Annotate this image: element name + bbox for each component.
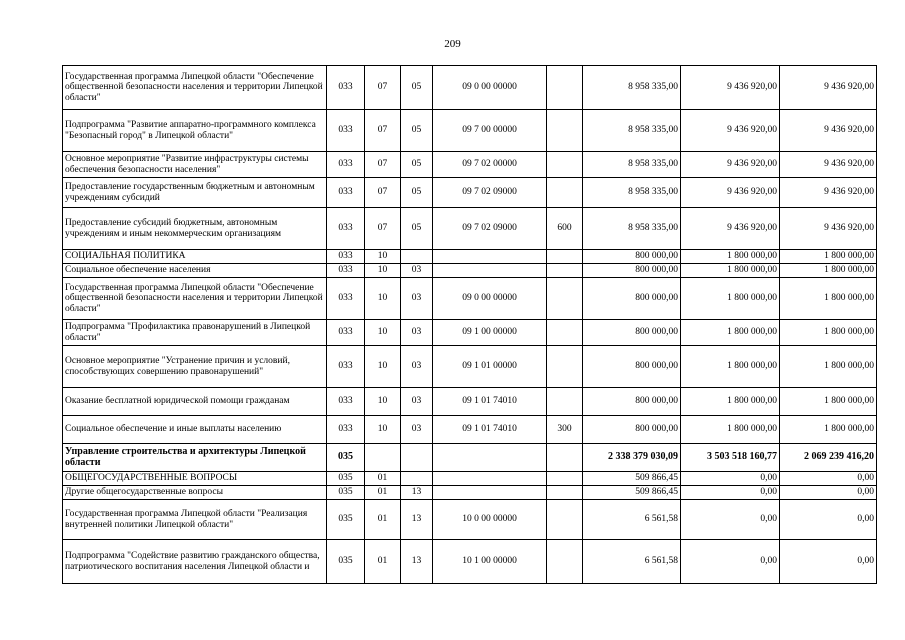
- target-article-code: [433, 250, 547, 264]
- amount-year-1: 2 338 379 030,09: [583, 444, 681, 472]
- amount-year-1: 800 000,00: [583, 416, 681, 444]
- target-article-code: 09 7 02 09000: [433, 208, 547, 250]
- expense-type-code: [547, 346, 583, 388]
- amount-year-1: 800 000,00: [583, 388, 681, 416]
- table-row: [63, 540, 877, 584]
- amount-year-3: 9 436 920,00: [780, 208, 877, 250]
- page-number: 209: [444, 38, 461, 50]
- amount-year-3: 0,00: [780, 540, 877, 584]
- ministry-code: 033: [327, 152, 365, 178]
- expense-type-code: [547, 110, 583, 152]
- target-article-code: 09 7 02 09000: [433, 178, 547, 208]
- amount-year-3: 0,00: [780, 500, 877, 540]
- section-code: 07: [365, 178, 401, 208]
- target-article-code: [433, 472, 547, 486]
- target-article-code: 09 0 00 00000: [433, 66, 547, 110]
- ministry-code: 033: [327, 264, 365, 278]
- section-code: 01: [365, 500, 401, 540]
- ministry-code: 033: [327, 278, 365, 320]
- target-article-code: [433, 444, 547, 472]
- row-name: ОБЩЕГОСУДАРСТВЕННЫЕ ВОПРОСЫ: [63, 472, 327, 486]
- budget-table: [62, 65, 877, 584]
- row-name: Оказание бесплатной юридической помощи гражданам: [63, 388, 327, 416]
- target-article-code: 09 1 00 00000: [433, 320, 547, 346]
- amount-year-3: 9 436 920,00: [780, 152, 877, 178]
- row-name: Основное мероприятие "Устранение причин и условий, способствующих совершению правонарушений": [63, 346, 327, 388]
- section-code: 07: [365, 110, 401, 152]
- subsection-code: [401, 250, 433, 264]
- expense-type-code: [547, 264, 583, 278]
- row-name: Подпрограмма "Профилактика правонарушений в Липецкой области": [63, 320, 327, 346]
- target-article-code: 09 1 01 74010: [433, 388, 547, 416]
- expense-type-code: [547, 500, 583, 540]
- subsection-code: 13: [401, 540, 433, 584]
- table-row: [63, 388, 877, 416]
- subsection-code: [401, 444, 433, 472]
- expense-type-code: [547, 320, 583, 346]
- section-code: 10: [365, 250, 401, 264]
- amount-year-3: 9 436 920,00: [780, 178, 877, 208]
- amount-year-2: 9 436 920,00: [681, 110, 780, 152]
- expense-type-code: [547, 486, 583, 500]
- ministry-code: 035: [327, 472, 365, 486]
- table-row: [63, 500, 877, 540]
- section-code: [365, 444, 401, 472]
- section-code: 07: [365, 208, 401, 250]
- amount-year-3: 0,00: [780, 486, 877, 500]
- row-name: СОЦИАЛЬНАЯ ПОЛИТИКА: [63, 250, 327, 264]
- target-article-code: [433, 486, 547, 500]
- table-row: [63, 444, 877, 472]
- target-article-code: 10 0 00 00000: [433, 500, 547, 540]
- table-row: [63, 346, 877, 388]
- amount-year-1: 8 958 335,00: [583, 152, 681, 178]
- expense-type-code: [547, 388, 583, 416]
- target-article-code: [433, 264, 547, 278]
- row-name: Предоставление государственным бюджетным и автономным учреждениям субсидий: [63, 178, 327, 208]
- amount-year-2: 1 800 000,00: [681, 416, 780, 444]
- amount-year-1: 800 000,00: [583, 346, 681, 388]
- expense-type-code: [547, 540, 583, 584]
- section-code: 07: [365, 152, 401, 178]
- amount-year-1: 800 000,00: [583, 250, 681, 264]
- expense-type-code: 600: [547, 208, 583, 250]
- expense-type-code: [547, 278, 583, 320]
- section-code: 10: [365, 264, 401, 278]
- amount-year-1: 6 561,58: [583, 500, 681, 540]
- amount-year-1: 8 958 335,00: [583, 208, 681, 250]
- ministry-code: 033: [327, 110, 365, 152]
- ministry-code: 033: [327, 66, 365, 110]
- amount-year-1: 800 000,00: [583, 320, 681, 346]
- amount-year-1: 800 000,00: [583, 264, 681, 278]
- ministry-code: 033: [327, 388, 365, 416]
- row-name: Основное мероприятие "Развитие инфраструктуры системы обеспечения безопасности населения": [63, 152, 327, 178]
- amount-year-1: 8 958 335,00: [583, 178, 681, 208]
- amount-year-2: 1 800 000,00: [681, 320, 780, 346]
- subsection-code: 05: [401, 66, 433, 110]
- table-row: [63, 152, 877, 178]
- amount-year-1: 509 866,45: [583, 472, 681, 486]
- amount-year-3: 1 800 000,00: [780, 278, 877, 320]
- amount-year-2: 1 800 000,00: [681, 278, 780, 320]
- ministry-code: 035: [327, 500, 365, 540]
- row-name: Управление строительства и архитектуры Липецкой области: [63, 444, 327, 472]
- expense-type-code: [547, 250, 583, 264]
- row-name: Социальное обеспечение населения: [63, 264, 327, 278]
- ministry-code: 033: [327, 320, 365, 346]
- table-row: [63, 264, 877, 278]
- section-code: 10: [365, 320, 401, 346]
- subsection-code: 05: [401, 208, 433, 250]
- table-row: [63, 66, 877, 110]
- subsection-code: 05: [401, 178, 433, 208]
- amount-year-3: 1 800 000,00: [780, 250, 877, 264]
- table-row: [63, 416, 877, 444]
- amount-year-3: 2 069 239 416,20: [780, 444, 877, 472]
- subsection-code: 05: [401, 152, 433, 178]
- table-row: [63, 486, 877, 500]
- expense-type-code: [547, 178, 583, 208]
- amount-year-2: 0,00: [681, 472, 780, 486]
- amount-year-2: 1 800 000,00: [681, 250, 780, 264]
- amount-year-3: 1 800 000,00: [780, 264, 877, 278]
- target-article-code: 10 1 00 00000: [433, 540, 547, 584]
- ministry-code: 035: [327, 444, 365, 472]
- expense-type-code: [547, 472, 583, 486]
- amount-year-1: 509 866,45: [583, 486, 681, 500]
- table-row: [63, 178, 877, 208]
- section-code: 01: [365, 540, 401, 584]
- table-row: [63, 472, 877, 486]
- subsection-code: 03: [401, 264, 433, 278]
- table-row: [63, 278, 877, 320]
- row-name: Государственная программа Липецкой области "Обеспечение общественной безопасности населения и территории Липецкой области": [63, 66, 327, 110]
- ministry-code: 033: [327, 178, 365, 208]
- section-code: 10: [365, 416, 401, 444]
- amount-year-1: 8 958 335,00: [583, 110, 681, 152]
- ministry-code: 033: [327, 208, 365, 250]
- amount-year-3: 1 800 000,00: [780, 346, 877, 388]
- amount-year-2: 1 800 000,00: [681, 346, 780, 388]
- row-name: Социальное обеспечение и иные выплаты населению: [63, 416, 327, 444]
- amount-year-2: 1 800 000,00: [681, 264, 780, 278]
- section-code: 10: [365, 278, 401, 320]
- subsection-code: 13: [401, 486, 433, 500]
- subsection-code: 03: [401, 388, 433, 416]
- amount-year-2: 0,00: [681, 540, 780, 584]
- ministry-code: 033: [327, 416, 365, 444]
- amount-year-2: 0,00: [681, 486, 780, 500]
- budget-table-body: [63, 66, 877, 584]
- amount-year-2: 9 436 920,00: [681, 66, 780, 110]
- amount-year-3: 0,00: [780, 472, 877, 486]
- table-row: [63, 250, 877, 264]
- expense-type-code: [547, 152, 583, 178]
- amount-year-2: 0,00: [681, 500, 780, 540]
- amount-year-1: 800 000,00: [583, 278, 681, 320]
- table-row: [63, 208, 877, 250]
- subsection-code: 05: [401, 110, 433, 152]
- row-name: Государственная программа Липецкой области "Реализация внутренней политики Липецкой области": [63, 500, 327, 540]
- subsection-code: 03: [401, 416, 433, 444]
- table-row: [63, 320, 877, 346]
- section-code: 10: [365, 346, 401, 388]
- ministry-code: 035: [327, 486, 365, 500]
- amount-year-2: 9 436 920,00: [681, 178, 780, 208]
- target-article-code: 09 7 02 00000: [433, 152, 547, 178]
- ministry-code: 033: [327, 250, 365, 264]
- amount-year-1: 8 958 335,00: [583, 66, 681, 110]
- ministry-code: 035: [327, 540, 365, 584]
- amount-year-2: 9 436 920,00: [681, 152, 780, 178]
- amount-year-3: 1 800 000,00: [780, 320, 877, 346]
- amount-year-3: 9 436 920,00: [780, 110, 877, 152]
- amount-year-2: 3 503 518 160,77: [681, 444, 780, 472]
- amount-year-2: 1 800 000,00: [681, 388, 780, 416]
- subsection-code: 03: [401, 346, 433, 388]
- target-article-code: 09 7 00 00000: [433, 110, 547, 152]
- section-code: 07: [365, 66, 401, 110]
- target-article-code: 09 1 01 00000: [433, 346, 547, 388]
- section-code: 10: [365, 388, 401, 416]
- table-row: [63, 110, 877, 152]
- row-name: Другие общегосударственные вопросы: [63, 486, 327, 500]
- target-article-code: 09 0 00 00000: [433, 278, 547, 320]
- amount-year-2: 9 436 920,00: [681, 208, 780, 250]
- section-code: 01: [365, 472, 401, 486]
- target-article-code: 09 1 01 74010: [433, 416, 547, 444]
- amount-year-3: 1 800 000,00: [780, 416, 877, 444]
- expense-type-code: [547, 66, 583, 110]
- subsection-code: [401, 472, 433, 486]
- ministry-code: 033: [327, 346, 365, 388]
- expense-type-code: 300: [547, 416, 583, 444]
- amount-year-3: 1 800 000,00: [780, 388, 877, 416]
- subsection-code: 03: [401, 320, 433, 346]
- amount-year-3: 9 436 920,00: [780, 66, 877, 110]
- row-name: Подпрограмма "Содействие развитию гражданского общества, патриотического воспитания населения Липецкой области и: [63, 540, 327, 584]
- expense-type-code: [547, 444, 583, 472]
- row-name: Государственная программа Липецкой области "Обеспечение общественной безопасности населения и территории Липецкой области": [63, 278, 327, 320]
- row-name: Подпрограмма "Развитие аппаратно-программного комплекса "Безопасный город" в Липецкой области": [63, 110, 327, 152]
- row-name: Предоставление субсидий бюджетным, автономным учреждениям и иным некоммерческим организациям: [63, 208, 327, 250]
- subsection-code: 13: [401, 500, 433, 540]
- amount-year-1: 6 561,58: [583, 540, 681, 584]
- section-code: 01: [365, 486, 401, 500]
- subsection-code: 03: [401, 278, 433, 320]
